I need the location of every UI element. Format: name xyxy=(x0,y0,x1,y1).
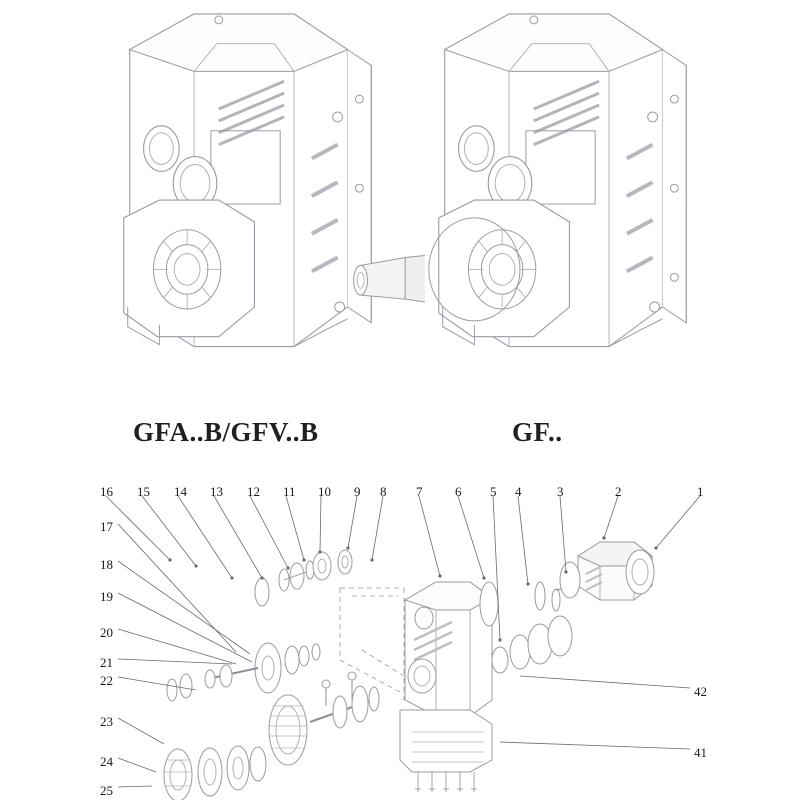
callout-left-20: 20 xyxy=(100,625,113,640)
callout-top-11: 11 xyxy=(283,484,296,499)
callout-top-10: 10 xyxy=(318,484,331,499)
callout-left-25: 25 xyxy=(100,783,113,798)
callout-top-5: 5 xyxy=(490,484,497,499)
callout-left-22: 22 xyxy=(100,673,113,688)
callout-left-17: 17 xyxy=(100,519,113,534)
callout-top-9: 9 xyxy=(354,484,361,499)
callout-left-23: 23 xyxy=(100,714,113,729)
callout-left-19: 19 xyxy=(100,589,113,604)
unit-label-right: GF.. xyxy=(512,417,563,447)
callout-left-21: 21 xyxy=(100,655,113,670)
callout-top-6: 6 xyxy=(455,484,462,499)
callout-left-24: 24 xyxy=(100,754,113,769)
callout-top-3: 3 xyxy=(557,484,564,499)
callout-top-7: 7 xyxy=(416,484,423,499)
callout-right-41: 41 xyxy=(694,745,707,760)
gearbox-view-right xyxy=(354,14,687,347)
gearbox-view-left xyxy=(124,14,372,347)
callout-top-16: 16 xyxy=(100,484,113,499)
callout-top-15: 15 xyxy=(137,484,150,499)
callout-top-4: 4 xyxy=(515,484,522,499)
callout-top-14: 14 xyxy=(174,484,187,499)
callout-left-18: 18 xyxy=(100,557,113,572)
callout-right-42: 42 xyxy=(694,684,707,699)
callout-top-2: 2 xyxy=(615,484,622,499)
exploded-assembly xyxy=(106,496,700,800)
callout-top-8: 8 xyxy=(380,484,387,499)
callout-top-13: 13 xyxy=(210,484,223,499)
unit-label-left: GFA..B/GFV..B xyxy=(133,417,319,447)
callout-top-12: 12 xyxy=(247,484,260,499)
callout-top-1: 1 xyxy=(697,484,704,499)
